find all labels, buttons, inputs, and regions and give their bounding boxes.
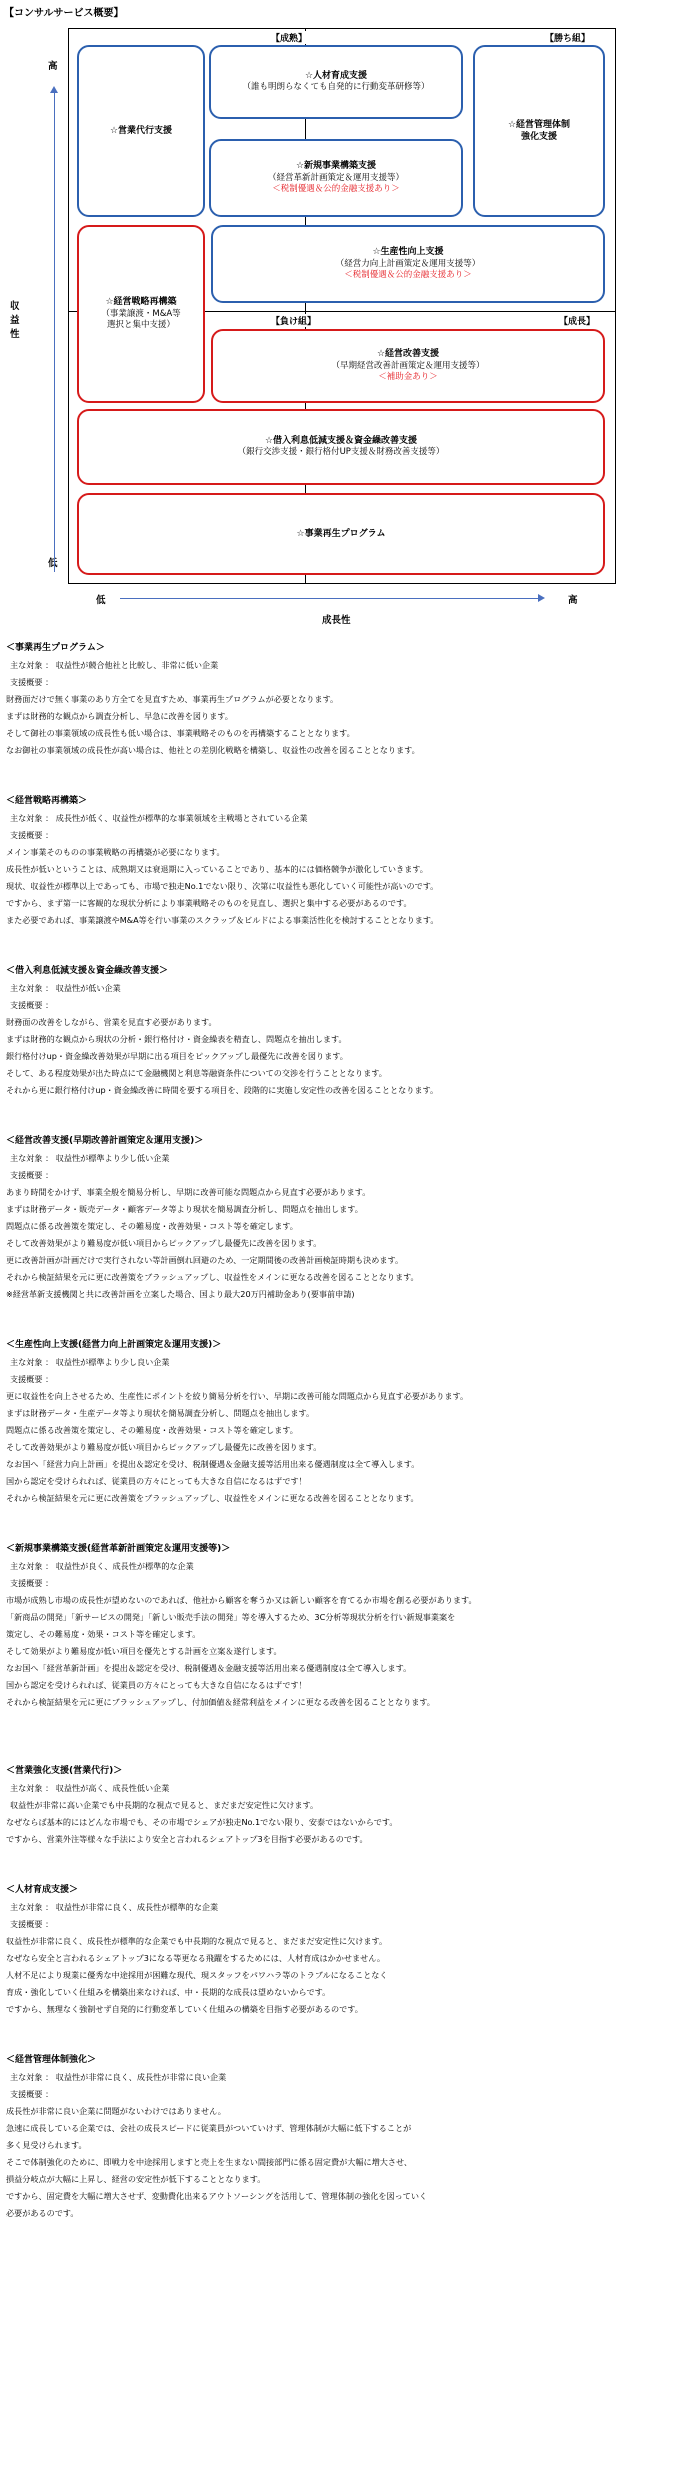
section-line: 人材不足により現業に優秀な中途採用が困難な現代、現スタッフをパワハラ等のトラブルになることなく — [6, 1970, 388, 1980]
section-line: ですから、営業外注等様々な手法により安全と言われるシェアトップ3を目指す必要があるのです。 — [6, 1834, 368, 1844]
box-eigyou-daikou — [77, 45, 205, 217]
section-line: まずは財務的な観点から調査分析し、早急に改善を図ります。 — [6, 711, 233, 721]
service-section — [6, 1763, 674, 1848]
section-line: それから検証結果を元に更にブラッシュアップし、付加価値＆経常利益をメインに更なる改善を図ることとなります。 — [6, 1697, 435, 1707]
page-title: 【コンサルサービス概要】 — [4, 8, 124, 19]
box-shinki-jigyou-sub: （経営革新計画策定＆運用支援等） — [267, 172, 404, 183]
section-line: ですから、固定費を大幅に増大させず、変動費化出来るアウトソーシングを活用して、管理体制の強化を図っていく — [6, 2191, 428, 2201]
section-line: それから検証結果を元に更に改善策をブラッシュアップし、収益性をメインに更なる改善を図ることとなります。 — [6, 1493, 419, 1503]
service-section — [6, 640, 674, 759]
section-line: なお御社の事業領域の成長性が高い場合は、他社との差別化戦略を構築し、収益性の改善を図ることとなります。 — [6, 745, 420, 755]
service-descriptions — [6, 640, 674, 2222]
service-section — [6, 1337, 674, 1507]
section-title: ＜事業再生プログラム＞ — [6, 643, 105, 653]
section-line: 支援概要 ： — [10, 830, 54, 840]
section-title: ＜経営改善支援(早期改善計画策定＆運用支援)＞ — [6, 1136, 204, 1146]
section-line: 財務面だけで無く事業のあり方全てを見直すため、事業再生プログラムが必要となります。 — [6, 694, 339, 704]
box-keiei-kanri-title: ☆経営管理体制 強化支援 — [507, 119, 571, 142]
section-line: 主な対象 ： 収益性が標準より少し良い企業 — [10, 1357, 170, 1367]
section-line: 問題点に係る改善策を策定し、その難易度・改善効果・コスト等を確定します。 — [6, 1221, 298, 1231]
section-line: 主な対象 ： 収益性が低い企業 — [10, 983, 121, 993]
box-kariire — [77, 409, 605, 485]
section-line: まずは財務データ・生産データ等より現状を簡易調査分析し、問題点を抽出します。 — [6, 1408, 315, 1418]
box-keiei-kaizen-sub: （早期経営改善計画策定＆運用支援等） — [331, 360, 485, 371]
section-line: まずは財務的な観点から現状の分析・銀行格付け・資金繰表を精査し、問題点を抽出します。 — [6, 1034, 347, 1044]
section-title: ＜経営戦略再構築＞ — [6, 796, 88, 806]
x-axis-arrow-line — [120, 598, 540, 599]
service-section — [6, 793, 674, 929]
section-line: 収益性が非常に高い企業でも中長期的な視点で見ると、まだまだ安定性に欠けます。 — [10, 1800, 319, 1810]
category-makegumi: 【負け組】 — [269, 314, 318, 327]
box-kariire-sub: （銀行交渉支援・銀行格付UP支援＆財務改善支援等） — [237, 447, 445, 458]
box-jigyou-saisei — [77, 493, 605, 575]
section-line: ですから、無理なく強制せず自発的に行動変革していく仕組みの構築を目指す必要があるのです。 — [6, 2004, 363, 2014]
section-line: あまり時間をかけず、事業全般を簡易分析し、早期に改善可能な問題点から見直す必要があります。 — [6, 1187, 371, 1197]
section-title: ＜営業強化支援(営業代行)＞ — [6, 1766, 123, 1776]
section-line: そして改善効果がより難易度が低い項目からピックアップし最優先に改善を図ります。 — [6, 1238, 322, 1248]
box-jinzai — [209, 45, 463, 119]
box-jinzai-title: ☆人材育成支援 — [304, 71, 368, 82]
x-axis-low-label: 低 — [96, 595, 106, 606]
category-seijuku: 【成熟】 — [269, 31, 309, 44]
service-section — [6, 2052, 674, 2222]
section-line: メイン事業そのものの事業戦略の再構築が必要になります。 — [6, 847, 225, 857]
section-line: 成長性が非常に良い企業に問題がないわけではありません。 — [6, 2106, 226, 2116]
section-line: 主な対象 ： 収益性が高く、成長性低い企業 — [10, 1783, 170, 1793]
section-line: 支援概要 ： — [10, 2089, 54, 2099]
section-line: 国から認定を受けられれば、従業員の方々にとっても大きな自信になるはずです！ — [6, 1680, 307, 1690]
section-line: なお国へ「経営革新計画」を提出＆認定を受け、税制優遇＆金融支援等活用出来る優遇制度は全て導入します。 — [6, 1663, 412, 1673]
section-line: 主な対象 ： 収益性が良く、成長性が標準的な企業 — [10, 1561, 194, 1571]
section-line: 更に改善計画が計画だけで実行されない等計画倒れ回避のため、一定期間後の改善計画検証時期も決めます。 — [6, 1255, 404, 1265]
section-line: 国から認定を受けられれば、従業員の方々にとっても大きな自信になるはずです！ — [6, 1476, 307, 1486]
x-axis-high-label: 高 — [568, 595, 578, 606]
section-line: 収益性が非常に良く、成長性が標準的な企業でも中長期的な視点で見ると、まだまだ安定性に欠けます。 — [6, 1936, 388, 1946]
y-axis-arrow-line — [54, 92, 55, 572]
category-seichou: 【成長】 — [557, 314, 597, 327]
section-line: そして効果がより難易度が低い項目を優先とする計画を立案＆遂行します。 — [6, 1646, 282, 1656]
section-line: 主な対象 ： 収益性が標準より少し低い企業 — [10, 1153, 170, 1163]
section-line: 成長性が低いということは、成熟期又は衰退期に入っていることであり、基本的には価格競争が激化していきます。 — [6, 864, 428, 874]
section-line: また必要であれば、事業譲渡やM&A等を行い事業のスクラップ＆ビルドによる事業活性化を検討することとなります。 — [6, 915, 439, 925]
service-section — [6, 1133, 674, 1303]
section-line: 財務面の改善をしながら、営業を見直す必要があります。 — [6, 1017, 217, 1027]
section-line: 更に収益性を向上させるため、生産性にポイントを絞り簡易分析を行い、早期に改善可能な問題点から見直す必要があります。 — [6, 1391, 469, 1401]
section-line: 育成・強化していく仕組みを構築出来なければ、中・長期的な成長は望めないからです。 — [6, 1987, 331, 1997]
section-line: そこで体制強化のために、即戦力を中途採用しますと売上を生まない間接部門に係る固定費が大幅に増大させ、 — [6, 2157, 413, 2167]
section-line: 支援概要 ： — [10, 677, 54, 687]
section-line: 主な対象 ： 成長性が低く、収益性が標準的な事業領域を主戦場とされている企業 — [10, 813, 308, 823]
section-line: ※経営革新支援機関と共に改善計画を立案した場合、国より最大20万円補助金あり(要事前申請) — [6, 1289, 355, 1299]
y-axis-low-label: 低 — [48, 558, 58, 569]
section-line: 策定し、その難易度・効果・コスト等を確定します。 — [6, 1629, 201, 1639]
service-section — [6, 1541, 674, 1711]
section-title: ＜生産性向上支援(経営力向上計画策定＆運用支援)＞ — [6, 1340, 222, 1350]
service-section — [6, 1882, 674, 2018]
service-matrix — [68, 28, 616, 584]
section-line: 「新商品の開発」「新サービスの開発」「新しい販売手法の開発」等を導入するため、3C分析等現状分析を行い新規事業案を — [6, 1612, 456, 1622]
section-line: そして、ある程度効果が出た時点にて金融機関と利息等融資条件についての交渉を行うこととなります。 — [6, 1068, 387, 1078]
y-axis-label: 収 益 性 — [10, 301, 20, 340]
section-line: 支援概要 ： — [10, 1919, 54, 1929]
box-keiei-kanri — [473, 45, 605, 217]
y-axis-arrow-head — [50, 86, 58, 93]
section-title: ＜新規事業構築支援(経営革新計画策定＆運用支援等)＞ — [6, 1544, 231, 1554]
x-axis-label: 成長性 — [322, 615, 351, 626]
section-line: まずは財務データ・販売データ・顧客データ等より現状を簡易調査分析し、問題点を抽出します。 — [6, 1204, 363, 1214]
category-kachigumi: 【勝ち組】 — [543, 31, 592, 44]
section-line: 必要があるのです。 — [6, 2208, 79, 2218]
box-shinki-jigyou-note: ＜税制優遇＆公的金融支援あり＞ — [272, 184, 400, 195]
box-jinzai-sub: （誰も明朗らなくても自発的に行動変革研修等） — [242, 82, 430, 93]
box-keiei-kaizen-note: ＜補助金あり＞ — [378, 372, 438, 383]
box-keiei-senryaku-title: ☆経営戦略再構築 — [105, 297, 177, 308]
box-kariire-title: ☆借入利息低減支援＆資金繰改善支援 — [264, 436, 418, 447]
box-seisansei-note: ＜税制優遇＆公的金融支援あり＞ — [344, 270, 472, 281]
y-axis-high-label: 高 — [48, 61, 58, 72]
section-line: 銀行格付けup・資金繰改善効果が早期に出る項目をピックアップし最優先に改善を図ります。 — [6, 1051, 348, 1061]
section-line: そして改善効果がより難易度が低い項目からピックアップし最優先に改善を図ります。 — [6, 1442, 322, 1452]
box-shinki-jigyou — [209, 139, 463, 217]
service-section — [6, 963, 674, 1099]
section-line: 主な対象 ： 収益性が競合他社と比較し、非常に低い企業 — [10, 660, 219, 670]
section-title: ＜人材育成支援＞ — [6, 1885, 79, 1895]
section-line: ですから、まず第一に客観的な現状分析により事業戦略そのものを見直し、選択と集中する必要があるのです。 — [6, 898, 412, 908]
box-keiei-kaizen — [211, 329, 605, 403]
box-jigyou-saisei-title: ☆事業再生プログラム — [296, 528, 386, 539]
section-line: そして御社の事業領域の成長性も低い場合は、事業戦略そのものを再構築することとなります。 — [6, 728, 355, 738]
section-line: 主な対象 ： 収益性が非常に良く、成長性が非常に良い企業 — [10, 2072, 227, 2082]
box-eigyou-daikou-title: ☆営業代行支援 — [109, 125, 173, 136]
section-line: 支援概要 ： — [10, 1000, 54, 1010]
x-axis-arrow-head — [538, 594, 545, 602]
section-line: 問題点に係る改善策を策定し、その難易度・改善効果・コスト等を確定します。 — [6, 1425, 298, 1435]
section-line: それから検証結果を元に更に改善策をブラッシュアップし、収益性をメインに更なる改善を図ることとなります。 — [6, 1272, 419, 1282]
box-seisansei-sub: （経営力向上計画策定＆運用支援等） — [335, 258, 481, 269]
section-line: 支援概要 ： — [10, 1374, 54, 1384]
section-line: 市場が成熟し市場の成長性が望めないのであれば、他社から顧客を奪うか又は新しい顧客を育てるか市場を創る必要があります。 — [6, 1595, 477, 1605]
box-keiei-senryaku — [77, 225, 205, 403]
section-line: 損益分岐点が大幅に上昇し、経営の安定性が低下することとなります。 — [6, 2174, 266, 2184]
section-line: 主な対象 ： 収益性が非常に良く、成長性が標準的な企業 — [10, 1902, 219, 1912]
box-seisansei — [211, 225, 605, 303]
section-line: なぜなら安全と言われるシェアトップ3になる等更なる飛躍をするためには、人材育成はかかせません。 — [6, 1953, 386, 1963]
section-line: 支援概要 ： — [10, 1578, 54, 1588]
section-line: 急速に成長している企業では、会社の成長スピードに従業員がついていけず、管理体制が大幅に低下することが — [6, 2123, 412, 2133]
box-keiei-senryaku-sub: （事業譲渡・M&A等 選択と集中支援） — [101, 308, 181, 331]
box-shinki-jigyou-title: ☆新規事業構築支援 — [295, 161, 377, 172]
box-seisansei-title: ☆生産性向上支援 — [372, 247, 444, 258]
section-line: なお国へ「経営力向上計画」を提出＆認定を受け、税制優遇＆金融支援等活用出来る優遇制度は全て導入します。 — [6, 1459, 420, 1469]
section-line: それから更に銀行格付けup・資金繰改善に時間を要する項目を、段階的に実施し安定性の改善を図ることとなります。 — [6, 1085, 439, 1095]
section-line: 支援概要 ： — [10, 1170, 54, 1180]
section-title: ＜経営管理体制強化＞ — [6, 2055, 97, 2065]
box-keiei-kaizen-title: ☆経営改善支援 — [376, 349, 440, 360]
section-line: 多く見受けられます。 — [6, 2140, 87, 2150]
section-line: なぜならば基本的にはどんな市場でも、その市場でシェアが独走No.1でない限り、安泰ではないからです。 — [6, 1817, 398, 1827]
section-title: ＜借入利息低減支援＆資金繰改善支援＞ — [6, 966, 169, 976]
section-line: 現状、収益性が標準以上であっても、市場で独走No.1でない限り、次第に収益性も悪化していく可能性が高いのです。 — [6, 881, 439, 891]
